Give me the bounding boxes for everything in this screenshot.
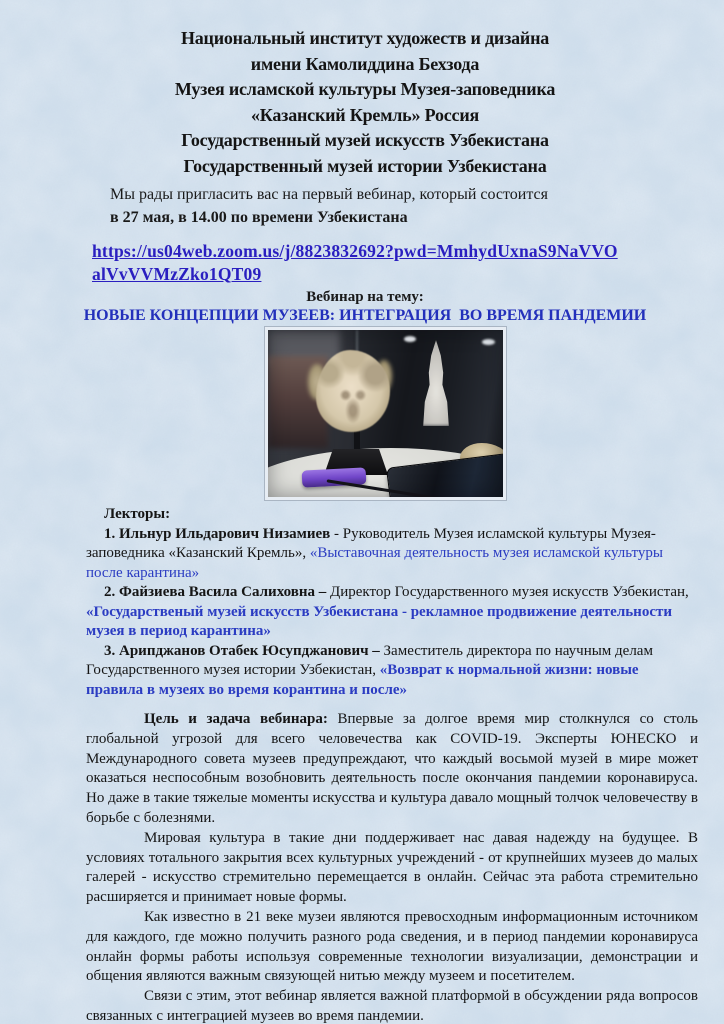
header-line: «Казанский Кремль» Россия [250, 104, 480, 125]
paragraph-lead: Цель и задача вебинара: [144, 711, 328, 727]
zoom-link-line2: alVvVVMzZko1QT09 [92, 263, 262, 284]
invitation-text [86, 183, 698, 229]
invitation-date-line: в 27 мая, в 14.00 по времени Узбекистана [110, 209, 408, 226]
webinar-topic-title: НОВЫЕ КОНЦЕПЦИИ МУЗЕЕВ: ИНТЕГРАЦИЯ ВО ВРЕМЯ ПАНДЕМИИ [83, 307, 647, 324]
museum-exhibit-photo [265, 327, 506, 500]
lecturer-separator: - [330, 525, 343, 542]
lecturer-item [86, 583, 698, 642]
lecturer-separator: – [368, 642, 384, 659]
photo-sculpture-head [316, 350, 390, 432]
photo-ceiling-light [404, 336, 416, 342]
photo-container [265, 327, 506, 500]
lecturer-topic: «Возврат к нормальной жизни: новые правила в музеях во время корантина и после» [86, 662, 639, 698]
header-line: Государственный музей истории Узбекистана [183, 155, 547, 176]
paragraph-text: Впервые за долгое время мир столкнулся со столь глобальной угрозой для всего человечества как COVID-19. Эксперты ЮНЕСКО и Международного совета музеев предупреждают, что каждый восьмой музей в мире может оказаться неспособным возобновить деятельность после окончания пандемии коронавируса. Но даже в такие тяжелые моменты искусства и культура давало мощный толчок человечеству в борьбе с болезнями. [86, 711, 698, 826]
lecturer-separator: – [315, 584, 330, 600]
lecturer-topic: «Выставочная деятельность музея исламской культуры после карантина» [86, 545, 663, 581]
lecturer-item [86, 642, 698, 701]
lecturer-role: Директор Государственного музея искусств Узбекистан, [330, 584, 689, 600]
header-line: Музея исламской культуры Музея-заповедника [174, 79, 556, 99]
institutions-header [72, 26, 658, 179]
webinar-label: Вебинар на тему: [306, 289, 424, 305]
webinar-description [86, 710, 698, 1024]
description-paragraph: Мировая культура в такие дни поддерживает нас давая надежду на будущее. В условиях тотального закрытия всех культурных учреждений - от крупнейших музеев до малых галерей - искусство стремительно перемещается в онлайн. Сейчас эта работа стремительно расширяется и принимает новые формы. [86, 829, 698, 906]
zoom-link-line1: https://us04web.zoom.us/j/8823832692?pwd=MmhydUxnaS9NaVVO [92, 241, 618, 261]
description-paragraph: Как известно в 21 веке музеи являются превосходным информационным источником для каждого, где можно получить разного рода сведения, и в период пандемии коронавируса онлайн формы работы используя современные технологии визуализации, демонстрации и общения являются важным связующей нитью между музеем и посетителем. [86, 908, 698, 985]
photo-ceiling-light [482, 339, 495, 345]
lecturer-name: 3. Арипджанов Отабек Юсупджанович [104, 642, 369, 659]
description-paragraph: Связи с этим, этот вебинар является важной платформой в обсуждении ряда вопросов связанных с интеграцией музеев во время пандемии. [86, 988, 698, 1024]
lecturer-role: Руководитель Музея исламской культуры Музея-заповедника «Казанский Кремль», [86, 525, 656, 561]
header-line: Государственный музей искусств Узбекистана [181, 130, 549, 150]
lecturers-heading: Лекторы: [104, 506, 171, 522]
invitation-line: Мы рады пригласить вас на первый вебинар, который состоится [110, 186, 548, 203]
lecturer-name: 1. Ильнур Ильдарович Низамиев [104, 525, 331, 542]
lecturers-section [86, 505, 698, 700]
header-line: имени Камолиддина Бехзода [250, 53, 480, 74]
lecturer-topic: «Государственый музей искусств Узбекистана - рекламное продвижение деятельности музея в период карантина» [86, 603, 672, 639]
lecturer-item [86, 525, 698, 584]
zoom-meeting-link[interactable] [86, 240, 706, 285]
header-line: Национальный институт художеств и дизайна [180, 28, 550, 48]
lecturer-name: 2. Файзиева Васила Салиховна [104, 584, 315, 600]
description-paragraph [86, 710, 698, 829]
lecturer-role: Заместитель директора по научным делам Государственного музея истории Узбекистан, [86, 642, 653, 678]
